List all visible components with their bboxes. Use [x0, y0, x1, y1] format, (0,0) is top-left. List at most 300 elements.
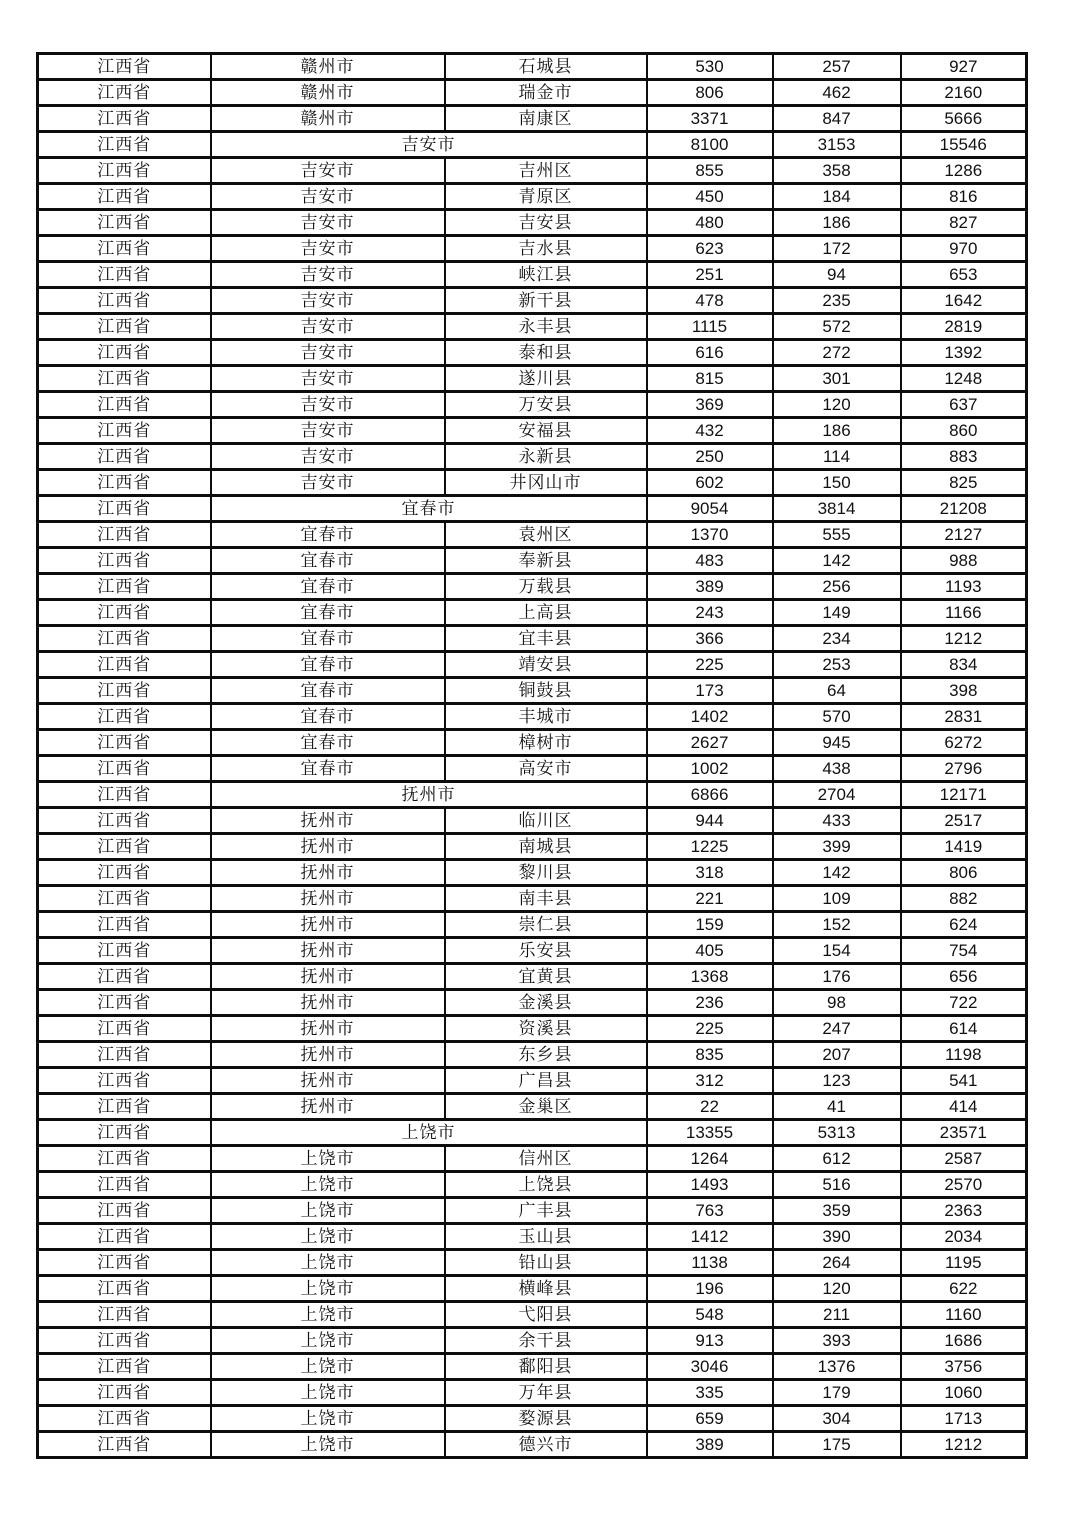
table-row	[38, 548, 1027, 574]
cell-city: 吉安市	[211, 184, 445, 210]
cell-value-1: 806	[647, 80, 773, 106]
cell-province: 江西省	[38, 392, 211, 418]
cell-county: 丰城市	[445, 704, 647, 730]
cell-city: 抚州市	[211, 938, 445, 964]
cell-value-1: 389	[647, 1432, 773, 1458]
cell-value-3: 988	[901, 548, 1027, 574]
cell-value-1: 1402	[647, 704, 773, 730]
cell-city: 抚州市	[211, 834, 445, 860]
cell-value-3: 2034	[901, 1224, 1027, 1250]
cell-value-3: 5666	[901, 106, 1027, 132]
cell-value-1: 312	[647, 1068, 773, 1094]
cell-value-3: 23571	[901, 1120, 1027, 1146]
cell-value-3: 806	[901, 860, 1027, 886]
table-row	[38, 1302, 1027, 1328]
cell-county: 遂川县	[445, 366, 647, 392]
cell-city: 宜春市	[211, 626, 445, 652]
cell-value-3: 1166	[901, 600, 1027, 626]
cell-city: 吉安市	[211, 158, 445, 184]
cell-county: 玉山县	[445, 1224, 647, 1250]
cell-value-1: 1225	[647, 834, 773, 860]
cell-county: 万年县	[445, 1380, 647, 1406]
cell-county: 东乡县	[445, 1042, 647, 1068]
cell-city: 宜春市	[211, 522, 445, 548]
cell-value-3: 3756	[901, 1354, 1027, 1380]
cell-value-3: 722	[901, 990, 1027, 1016]
cell-value-1: 480	[647, 210, 773, 236]
cell-value-3: 2517	[901, 808, 1027, 834]
cell-province: 江西省	[38, 886, 211, 912]
cell-county: 高安市	[445, 756, 647, 782]
cell-value-3: 1060	[901, 1380, 1027, 1406]
cell-city: 上饶市	[211, 1380, 445, 1406]
cell-value-2: 945	[773, 730, 901, 756]
cell-city: 宜春市	[211, 548, 445, 574]
table-row	[38, 366, 1027, 392]
cell-value-2: 390	[773, 1224, 901, 1250]
cell-value-3: 541	[901, 1068, 1027, 1094]
cell-value-2: 516	[773, 1172, 901, 1198]
cell-city: 上饶市	[211, 1302, 445, 1328]
cell-city: 抚州市	[211, 1094, 445, 1120]
table-row	[38, 1406, 1027, 1432]
cell-value-2: 98	[773, 990, 901, 1016]
cell-value-3: 15546	[901, 132, 1027, 158]
table-row	[38, 522, 1027, 548]
cell-value-2: 399	[773, 834, 901, 860]
cell-county: 南康区	[445, 106, 647, 132]
cell-province: 江西省	[38, 340, 211, 366]
cell-city-merged: 吉安市	[211, 132, 647, 158]
cell-city: 赣州市	[211, 54, 445, 80]
cell-city: 上饶市	[211, 1276, 445, 1302]
cell-value-1: 3371	[647, 106, 773, 132]
table-row	[38, 730, 1027, 756]
cell-value-1: 366	[647, 626, 773, 652]
cell-value-2: 2704	[773, 782, 901, 808]
cell-city: 抚州市	[211, 1068, 445, 1094]
cell-value-2: 207	[773, 1042, 901, 1068]
table-row	[38, 626, 1027, 652]
cell-value-2: 433	[773, 808, 901, 834]
cell-county: 上饶县	[445, 1172, 647, 1198]
table-row	[38, 158, 1027, 184]
cell-city: 吉安市	[211, 444, 445, 470]
cell-province: 江西省	[38, 600, 211, 626]
cell-city: 吉安市	[211, 236, 445, 262]
cell-city: 上饶市	[211, 1172, 445, 1198]
cell-value-2: 301	[773, 366, 901, 392]
table-row	[38, 860, 1027, 886]
cell-value-1: 3046	[647, 1354, 773, 1380]
cell-value-3: 816	[901, 184, 1027, 210]
cell-value-3: 827	[901, 210, 1027, 236]
cell-county: 万安县	[445, 392, 647, 418]
table-row	[38, 756, 1027, 782]
cell-province: 江西省	[38, 938, 211, 964]
cell-value-1: 159	[647, 912, 773, 938]
cell-province: 江西省	[38, 1406, 211, 1432]
table-row	[38, 184, 1027, 210]
table-row	[38, 392, 1027, 418]
table-row	[38, 704, 1027, 730]
cell-value-1: 1412	[647, 1224, 773, 1250]
table-row	[38, 1276, 1027, 1302]
cell-province: 江西省	[38, 1276, 211, 1302]
table-row	[38, 782, 1027, 808]
table-row	[38, 886, 1027, 912]
cell-city: 上饶市	[211, 1432, 445, 1458]
cell-county: 永新县	[445, 444, 647, 470]
cell-value-3: 398	[901, 678, 1027, 704]
cell-county: 横峰县	[445, 1276, 647, 1302]
cell-city: 吉安市	[211, 288, 445, 314]
table-row	[38, 210, 1027, 236]
table-row	[38, 444, 1027, 470]
cell-value-1: 13355	[647, 1120, 773, 1146]
cell-province: 江西省	[38, 1068, 211, 1094]
cell-value-2: 142	[773, 860, 901, 886]
cell-province: 江西省	[38, 912, 211, 938]
cell-value-2: 172	[773, 236, 901, 262]
cell-province: 江西省	[38, 470, 211, 496]
cell-county: 信州区	[445, 1146, 647, 1172]
cell-county: 袁州区	[445, 522, 647, 548]
cell-value-3: 970	[901, 236, 1027, 262]
cell-city: 宜春市	[211, 756, 445, 782]
cell-province: 江西省	[38, 1302, 211, 1328]
cell-city: 宜春市	[211, 574, 445, 600]
table-row	[38, 1146, 1027, 1172]
cell-value-2: 41	[773, 1094, 901, 1120]
cell-value-2: 109	[773, 886, 901, 912]
cell-value-3: 414	[901, 1094, 1027, 1120]
cell-province: 江西省	[38, 132, 211, 158]
cell-value-1: 450	[647, 184, 773, 210]
cell-value-1: 913	[647, 1328, 773, 1354]
cell-value-2: 154	[773, 938, 901, 964]
table-row	[38, 1120, 1027, 1146]
cell-value-3: 882	[901, 886, 1027, 912]
cell-value-2: 612	[773, 1146, 901, 1172]
cell-province: 江西省	[38, 626, 211, 652]
cell-city: 宜春市	[211, 652, 445, 678]
cell-value-3: 1392	[901, 340, 1027, 366]
cell-value-2: 256	[773, 574, 901, 600]
cell-value-1: 623	[647, 236, 773, 262]
table-row	[38, 236, 1027, 262]
cell-province: 江西省	[38, 1328, 211, 1354]
cell-province: 江西省	[38, 652, 211, 678]
cell-province: 江西省	[38, 548, 211, 574]
cell-value-3: 1212	[901, 626, 1027, 652]
cell-value-2: 264	[773, 1250, 901, 1276]
cell-value-1: 763	[647, 1198, 773, 1224]
cell-province: 江西省	[38, 990, 211, 1016]
cell-county: 石城县	[445, 54, 647, 80]
cell-province: 江西省	[38, 782, 211, 808]
cell-value-1: 251	[647, 262, 773, 288]
cell-value-3: 2127	[901, 522, 1027, 548]
cell-county: 上高县	[445, 600, 647, 626]
cell-county: 泰和县	[445, 340, 647, 366]
cell-value-2: 358	[773, 158, 901, 184]
cell-province: 江西省	[38, 366, 211, 392]
cell-value-2: 359	[773, 1198, 901, 1224]
cell-county: 靖安县	[445, 652, 647, 678]
cell-value-1: 1264	[647, 1146, 773, 1172]
cell-province: 江西省	[38, 54, 211, 80]
cell-county: 金巢区	[445, 1094, 647, 1120]
cell-value-3: 653	[901, 262, 1027, 288]
cell-value-3: 1248	[901, 366, 1027, 392]
cell-value-3: 614	[901, 1016, 1027, 1042]
cell-value-1: 2627	[647, 730, 773, 756]
cell-city: 赣州市	[211, 80, 445, 106]
cell-county: 崇仁县	[445, 912, 647, 938]
cell-value-2: 847	[773, 106, 901, 132]
cell-value-1: 1002	[647, 756, 773, 782]
cell-value-1: 1115	[647, 314, 773, 340]
table-row	[38, 1328, 1027, 1354]
cell-city-merged: 上饶市	[211, 1120, 647, 1146]
cell-city: 抚州市	[211, 808, 445, 834]
cell-city: 抚州市	[211, 860, 445, 886]
cell-county: 弋阳县	[445, 1302, 647, 1328]
cell-value-3: 2160	[901, 80, 1027, 106]
cell-value-1: 318	[647, 860, 773, 886]
cell-city: 宜春市	[211, 600, 445, 626]
cell-county: 金溪县	[445, 990, 647, 1016]
cell-value-3: 860	[901, 418, 1027, 444]
statistics-table	[36, 52, 1028, 1459]
cell-value-3: 754	[901, 938, 1027, 964]
cell-value-1: 22	[647, 1094, 773, 1120]
cell-province: 江西省	[38, 1120, 211, 1146]
cell-county: 奉新县	[445, 548, 647, 574]
cell-county: 宜丰县	[445, 626, 647, 652]
cell-province: 江西省	[38, 1354, 211, 1380]
cell-value-1: 548	[647, 1302, 773, 1328]
cell-value-2: 3153	[773, 132, 901, 158]
table-row	[38, 1250, 1027, 1276]
cell-value-3: 834	[901, 652, 1027, 678]
cell-value-3: 2819	[901, 314, 1027, 340]
cell-province: 江西省	[38, 522, 211, 548]
cell-value-2: 150	[773, 470, 901, 496]
cell-value-3: 825	[901, 470, 1027, 496]
cell-province: 江西省	[38, 678, 211, 704]
cell-value-2: 211	[773, 1302, 901, 1328]
cell-county: 余干县	[445, 1328, 647, 1354]
cell-city-merged: 抚州市	[211, 782, 647, 808]
cell-value-1: 250	[647, 444, 773, 470]
cell-city: 赣州市	[211, 106, 445, 132]
cell-value-1: 944	[647, 808, 773, 834]
cell-county: 吉州区	[445, 158, 647, 184]
cell-value-3: 1419	[901, 834, 1027, 860]
cell-county: 安福县	[445, 418, 647, 444]
table-row	[38, 938, 1027, 964]
cell-province: 江西省	[38, 808, 211, 834]
table-row	[38, 912, 1027, 938]
cell-city: 吉安市	[211, 366, 445, 392]
table-row	[38, 262, 1027, 288]
table-row	[38, 132, 1027, 158]
cell-value-3: 12171	[901, 782, 1027, 808]
cell-value-2: 176	[773, 964, 901, 990]
cell-value-2: 304	[773, 1406, 901, 1432]
cell-value-2: 257	[773, 54, 901, 80]
cell-value-3: 2587	[901, 1146, 1027, 1172]
table-row	[38, 1224, 1027, 1250]
cell-value-1: 1138	[647, 1250, 773, 1276]
cell-city: 抚州市	[211, 990, 445, 1016]
cell-city: 抚州市	[211, 912, 445, 938]
cell-value-2: 94	[773, 262, 901, 288]
cell-value-1: 602	[647, 470, 773, 496]
table-row	[38, 678, 1027, 704]
cell-county: 永丰县	[445, 314, 647, 340]
cell-value-1: 221	[647, 886, 773, 912]
cell-value-3: 622	[901, 1276, 1027, 1302]
cell-province: 江西省	[38, 314, 211, 340]
cell-province: 江西省	[38, 1016, 211, 1042]
cell-value-2: 152	[773, 912, 901, 938]
cell-county: 广昌县	[445, 1068, 647, 1094]
cell-value-2: 149	[773, 600, 901, 626]
table-row	[38, 418, 1027, 444]
cell-province: 江西省	[38, 860, 211, 886]
cell-value-2: 253	[773, 652, 901, 678]
cell-county: 德兴市	[445, 1432, 647, 1458]
cell-value-1: 855	[647, 158, 773, 184]
cell-value-2: 1376	[773, 1354, 901, 1380]
table-row	[38, 1068, 1027, 1094]
cell-county: 万载县	[445, 574, 647, 600]
cell-city: 上饶市	[211, 1406, 445, 1432]
cell-value-1: 173	[647, 678, 773, 704]
cell-province: 江西省	[38, 574, 211, 600]
cell-value-3: 624	[901, 912, 1027, 938]
cell-city: 吉安市	[211, 340, 445, 366]
cell-value-1: 6866	[647, 782, 773, 808]
cell-value-2: 570	[773, 704, 901, 730]
cell-value-2: 142	[773, 548, 901, 574]
table-row	[38, 80, 1027, 106]
table-row	[38, 990, 1027, 1016]
cell-value-3: 1160	[901, 1302, 1027, 1328]
cell-value-2: 234	[773, 626, 901, 652]
cell-value-3: 21208	[901, 496, 1027, 522]
cell-county: 南丰县	[445, 886, 647, 912]
table-row	[38, 470, 1027, 496]
cell-county: 资溪县	[445, 1016, 647, 1042]
cell-county: 临川区	[445, 808, 647, 834]
statistics-table-container	[36, 52, 1028, 1459]
cell-city: 吉安市	[211, 314, 445, 340]
cell-province: 江西省	[38, 704, 211, 730]
cell-city: 上饶市	[211, 1198, 445, 1224]
cell-province: 江西省	[38, 1198, 211, 1224]
cell-value-2: 247	[773, 1016, 901, 1042]
cell-value-2: 272	[773, 340, 901, 366]
table-row	[38, 1094, 1027, 1120]
cell-value-2: 462	[773, 80, 901, 106]
cell-value-1: 369	[647, 392, 773, 418]
cell-province: 江西省	[38, 106, 211, 132]
table-row	[38, 314, 1027, 340]
cell-value-3: 2363	[901, 1198, 1027, 1224]
cell-city: 吉安市	[211, 392, 445, 418]
table-row	[38, 1380, 1027, 1406]
cell-city: 宜春市	[211, 678, 445, 704]
table-row	[38, 340, 1027, 366]
cell-value-2: 123	[773, 1068, 901, 1094]
cell-city: 抚州市	[211, 886, 445, 912]
cell-value-1: 1493	[647, 1172, 773, 1198]
cell-province: 江西省	[38, 418, 211, 444]
cell-county: 乐安县	[445, 938, 647, 964]
cell-value-2: 555	[773, 522, 901, 548]
cell-county: 井冈山市	[445, 470, 647, 496]
cell-city: 抚州市	[211, 964, 445, 990]
cell-value-2: 186	[773, 210, 901, 236]
cell-city: 上饶市	[211, 1250, 445, 1276]
cell-county: 樟树市	[445, 730, 647, 756]
cell-province: 江西省	[38, 756, 211, 782]
cell-value-2: 438	[773, 756, 901, 782]
cell-value-1: 225	[647, 1016, 773, 1042]
cell-value-2: 64	[773, 678, 901, 704]
cell-value-3: 2831	[901, 704, 1027, 730]
cell-value-2: 175	[773, 1432, 901, 1458]
table-row	[38, 1016, 1027, 1042]
cell-province: 江西省	[38, 1146, 211, 1172]
cell-value-2: 572	[773, 314, 901, 340]
cell-province: 江西省	[38, 80, 211, 106]
cell-province: 江西省	[38, 444, 211, 470]
cell-value-1: 225	[647, 652, 773, 678]
cell-province: 江西省	[38, 834, 211, 860]
cell-value-3: 2796	[901, 756, 1027, 782]
table-row	[38, 106, 1027, 132]
cell-value-1: 478	[647, 288, 773, 314]
table-row	[38, 496, 1027, 522]
table-row	[38, 1354, 1027, 1380]
cell-value-3: 883	[901, 444, 1027, 470]
cell-value-3: 1195	[901, 1250, 1027, 1276]
cell-city: 抚州市	[211, 1016, 445, 1042]
cell-value-1: 815	[647, 366, 773, 392]
cell-province: 江西省	[38, 1224, 211, 1250]
cell-city: 上饶市	[211, 1146, 445, 1172]
cell-city: 上饶市	[211, 1354, 445, 1380]
cell-province: 江西省	[38, 1380, 211, 1406]
cell-value-3: 1686	[901, 1328, 1027, 1354]
cell-value-1: 8100	[647, 132, 773, 158]
cell-province: 江西省	[38, 1250, 211, 1276]
cell-value-3: 6272	[901, 730, 1027, 756]
cell-city: 宜春市	[211, 704, 445, 730]
cell-county: 宜黄县	[445, 964, 647, 990]
cell-county: 吉水县	[445, 236, 647, 262]
cell-city: 吉安市	[211, 418, 445, 444]
cell-value-3: 927	[901, 54, 1027, 80]
cell-city: 上饶市	[211, 1224, 445, 1250]
cell-value-3: 2570	[901, 1172, 1027, 1198]
cell-value-1: 389	[647, 574, 773, 600]
